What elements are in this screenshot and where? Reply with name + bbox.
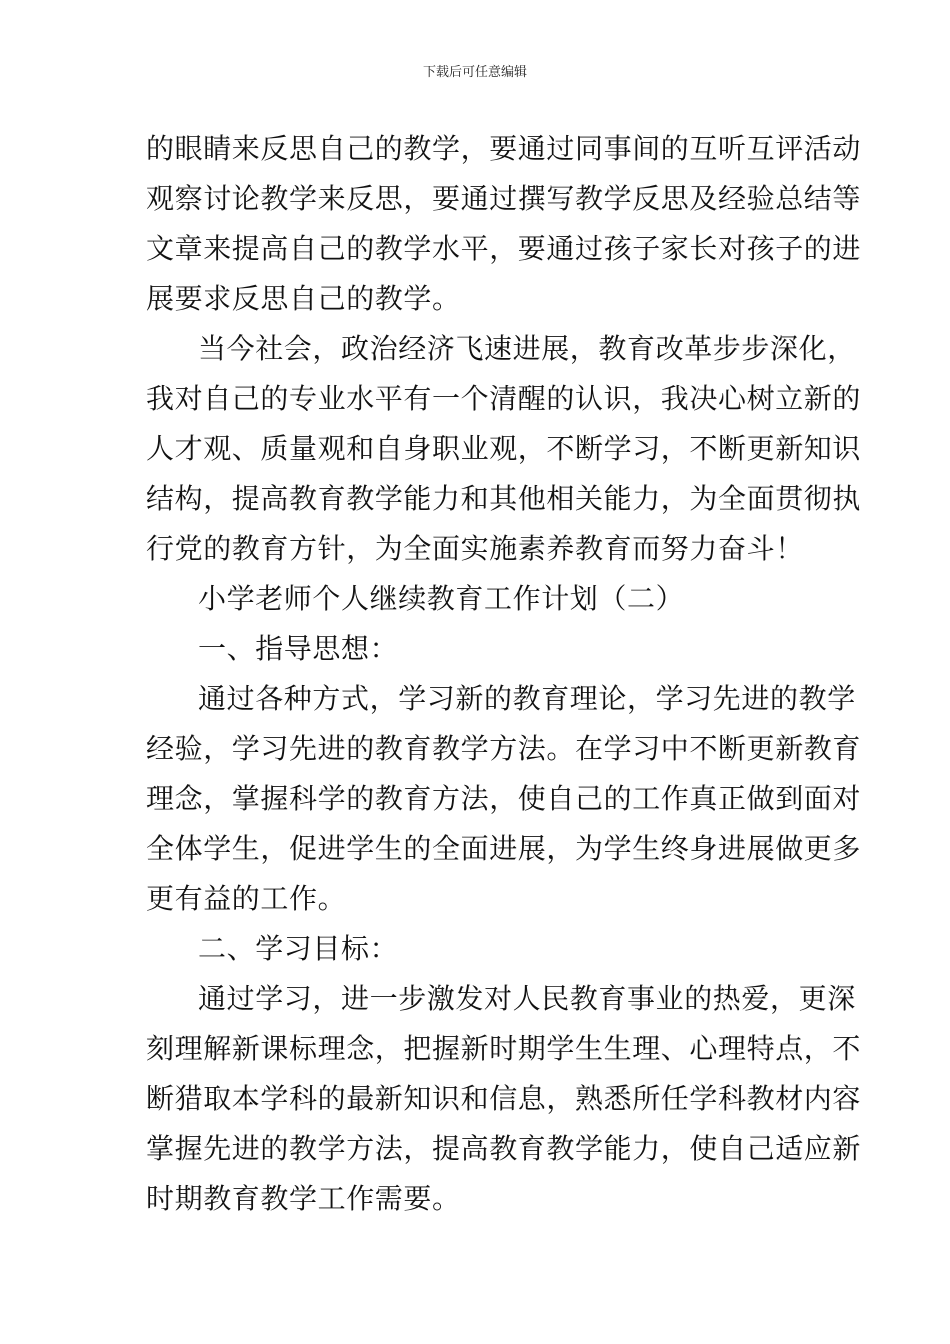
section-heading: 二、学习目标： [198,932,399,965]
text-line: 我对自己的专业水平有一个清醒的认识，我决心树立新的 [146,382,862,415]
text-line: 的眼睛来反思自己的教学，要通过同事间的互听互评活动 [146,132,862,165]
text-line: 断猎取本学科的最新知识和信息，熟悉所任学科教材内容 [146,1082,862,1115]
text-line: 理念，掌握科学的教育方法，使自己的工作真正做到面对 [146,782,862,815]
paragraph-start-line: 通过学习，进一步激发对人民教育事业的热爱，更深 [198,982,856,1015]
text-line: 经验，学习先进的教育教学方法。在学习中不断更新教育 [146,732,862,765]
section-title: 小学老师个人继续教育工作计划（二） [198,582,685,615]
text-line: 时期教育教学工作需要。 [146,1182,461,1215]
section-heading: 一、指导思想： [198,632,399,665]
text-line: 全体学生，促进学生的全面进展，为学生终身进展做更多 [146,832,862,865]
paragraph-start-line: 当今社会，政治经济飞速进展，教育改革步步深化， [198,332,856,365]
paragraph-start-line: 通过各种方式，学习新的教育理论，学习先进的教学 [198,682,856,715]
text-line: 观察讨论教学来反思，要通过撰写教学反思及经验总结等 [146,182,862,215]
text-line: 文章来提高自己的教学水平，要通过孩子家长对孩子的进 [146,232,862,265]
text-line: 更有益的工作。 [146,882,347,915]
page-header: 下载后可任意编辑 [422,65,527,80]
text-line: 掌握先进的教学方法，提高教育教学能力，使自己适应新 [146,1132,862,1165]
document-body [146,124,862,1224]
text-line: 行党的教育方针，为全面实施素养教育而努力奋斗！ [146,532,804,565]
text-line: 展要求反思自己的教学。 [146,282,461,315]
text-line: 结构，提高教育教学能力和其他相关能力，为全面贯彻执 [146,482,862,515]
text-line: 人才观、质量观和自身职业观，不断学习，不断更新知识 [146,432,862,465]
text-line: 刻理解新课标理念，把握新时期学生生理、心理特点，不 [146,1032,862,1065]
